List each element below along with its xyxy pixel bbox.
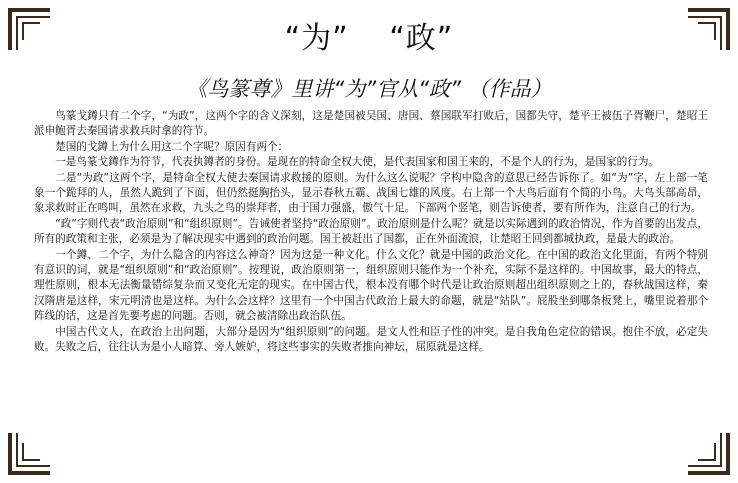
document-subtitle: 《鸟篆尊》里讲“为”官从“政” （作品） [186,77,552,101]
corner-ornament-bottom-left [8,431,52,475]
paragraph-culture: 一个鐏、二个字，为什么隐含的内容这么神奇？因为这是一种文化。什么文化？就是中国的政治文化。在中国的政治文化里面，有两个特别有意识的词，就是“组织原则”和“政治原则”。按理说，政治原则第一，组织原则只能作为一个补充，实际不是这样的。中国故事，最大的特点，理性原则，根本无法衡量错综复杂而又变化无定的现实。在中国古代，根本没有哪个时代是让政治原则超出组织原则之上的，春秋战国这样，秦汉隋唐是这样，宋元明清也是这样。为什么会这样？这里有一个中国古代政治上最大的命题，就是“站队”。屁股坐到哪条板凳上，嘴里说着那个阵线的话，这是首先要考虑的问题。否则，就会被清除出政治队伍。 [34,248,708,323]
document-title: “为” “政” [284,21,454,56]
paragraph-zheng: “政”字则代表“政治原则”和“组织原则”。告诫使者坚持“政治原则”。政治原则是什么呢？就是以实际遇到的政治情况，作为首要的出发点，所有的政策和主张，必须是为了解决现实中遇到的政治问题。国王被赶出了国都，正在外面流浪，让楚昭王回到都城执政，是最大的政治。 [34,217,708,246]
article-body [34,109,708,356]
paragraph-question: 楚国的戈鐏上为什么用这二个字呢？原因有两个： [55,140,289,153]
paragraph-conclusion: 中国古代文人，在政治上出问题，大部分是因为“组织原则”的问题。是文人性和臣子性的冲突。是自我角色定位的错误。抱住不放，必定失败。失败之后，往往认为是小人暗算、旁人嫉妒，将这些事实的失败者推向神坛，屈原就是这样。 [34,325,708,354]
corner-ornament-bottom-right [686,431,730,475]
paragraph-reason-two: 二是“为政”这两个字，是特命全权大使去秦国请求救援的原则。为什么这么说呢？字构中隐含的意思已经告诉你了。如“为”字，左上部一笔象一个跪拜的人，虽然人跪到了下面，但仍然挺胸抬头，显示春秋五霸、战国七雄的风度。右上部一个大鸟后面有个简的小鸟。大鸟头部高昂，象求救时正在鸣叫，虽然在求救，九头之鸟的崇拜者，由于国力强盛，傲气十足。下部两个竖笔，则告诉使者，要有所作为，注意自己的行为。 [34,171,708,215]
paragraph-reason-one: 一是鸟篆戈鐏作为符节，代表执鐏者的身份。是现在的特命全权大使，是代表国家和国王来的，不是个人的行为，是国家的行为。 [55,156,660,169]
paragraph-intro: 鸟篆戈鐏只有二个字，“为政”，这两个字的含义深刻，这是楚国被吴国、唐国、蔡国联军打败后，国都失守，楚平王被伍子胥鞭尸，楚昭王派申鲍胥去秦国请求救兵时拿的符节。 [34,110,708,138]
